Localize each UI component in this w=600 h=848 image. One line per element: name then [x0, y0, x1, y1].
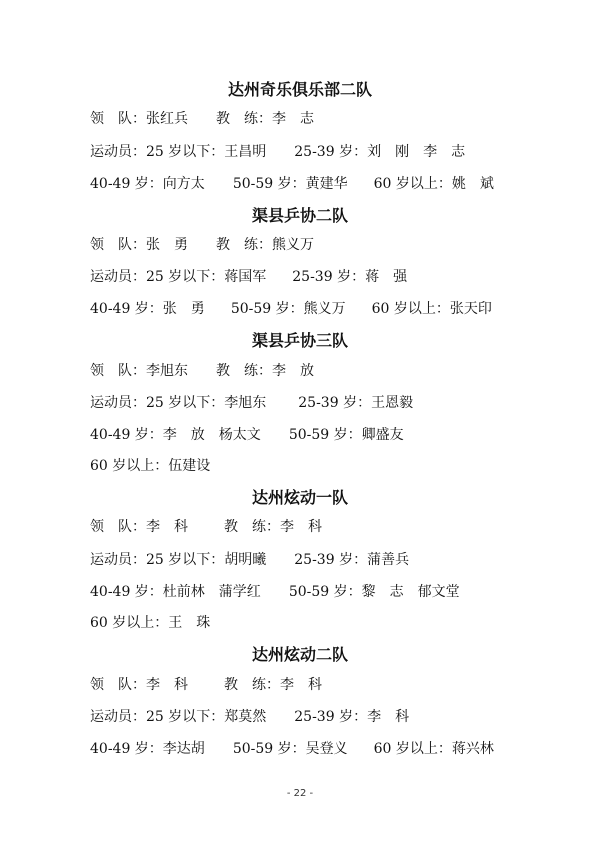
athletes-40-49: 40-49 岁：张 勇	[90, 301, 205, 317]
athletes-50-59: 50-59 岁：熊义万	[230, 301, 346, 317]
page-number: - 22 -	[286, 788, 314, 799]
team-title: 达州炫动二队	[251, 645, 348, 664]
athletes-50-59: 50-59 岁：黄建华	[232, 176, 348, 192]
athletes-40-49: 40-49 岁：向方太	[90, 176, 205, 192]
team-leader-coach-line	[90, 676, 322, 694]
athletes-under25: 运动员：25 岁以下：李旭东	[90, 395, 267, 411]
coach-text: 教 练：熊义万	[216, 237, 314, 253]
athletes-40-49: 40-49 岁：李 放 杨太文	[90, 427, 261, 443]
athletes-age-line	[90, 300, 492, 318]
athletes-over60: 60 岁以上：姚 斌	[373, 176, 494, 192]
leader-text: 领 队：张红兵	[90, 111, 188, 127]
athletes-line	[90, 551, 409, 569]
athletes-line	[90, 708, 409, 726]
leader-text: 领 队：张 勇	[90, 237, 188, 253]
athletes-50-59: 50-59 岁：吴登义	[232, 741, 348, 757]
athletes-over60: 60 岁以上：伍建设	[90, 458, 211, 474]
athletes-25-39: 25-39 岁：刘 刚 李 志	[294, 144, 466, 160]
coach-text: 教 练：李 志	[216, 111, 314, 127]
athletes-over60: 60 岁以上：蒋兴林	[373, 741, 494, 757]
team-leader-coach-line	[90, 236, 314, 254]
team-title: 渠县乒协三队	[251, 331, 348, 350]
team-title: 渠县乒协二队	[251, 206, 348, 225]
athletes-line	[90, 268, 407, 286]
athletes-40-49: 40-49 岁：杜前林 蒲学红	[90, 584, 261, 600]
athletes-25-39: 25-39 岁：王恩毅	[298, 395, 414, 411]
athletes-age-line	[90, 175, 494, 193]
athletes-over60: 60 岁以上：张天印	[371, 301, 492, 317]
team-leader-coach-line	[90, 110, 314, 128]
athletes-25-39: 25-39 岁：蒲善兵	[294, 552, 410, 568]
coach-text: 教 练：李 放	[216, 363, 314, 379]
athletes-over60-line	[90, 457, 210, 475]
athletes-50-59: 50-59 岁：卿盛友	[288, 427, 404, 443]
leader-text: 领 队：李 科	[90, 677, 188, 693]
athletes-under25: 运动员：25 岁以下：蒋国军	[90, 269, 267, 285]
athletes-under25: 运动员：25 岁以下：王昌明	[90, 144, 267, 160]
coach-text: 教 练：李 科	[224, 519, 322, 535]
team-leader-coach-line	[90, 362, 314, 380]
athletes-40-49: 40-49 岁：李达胡	[90, 741, 205, 757]
athletes-age-line	[90, 426, 404, 444]
athletes-over60: 60 岁以上：王 珠	[90, 615, 211, 631]
athletes-25-39: 25-39 岁：李 科	[294, 709, 410, 725]
leader-text: 领 队：李 科	[90, 519, 188, 535]
team-title: 达州奇乐俱乐部二队	[227, 80, 372, 99]
athletes-line	[90, 394, 413, 412]
athletes-50-59: 50-59 岁：黎 志 郁文堂	[288, 584, 460, 600]
athletes-under25: 运动员：25 岁以下：郑莫然	[90, 709, 267, 725]
team-leader-coach-line	[90, 518, 322, 536]
athletes-age-line	[90, 740, 494, 758]
coach-text: 教 练：李 科	[224, 677, 322, 693]
athletes-line	[90, 143, 465, 161]
leader-text: 领 队：李旭东	[90, 363, 188, 379]
athletes-25-39: 25-39 岁：蒋 强	[292, 269, 408, 285]
team-title: 达州炫动一队	[251, 488, 348, 507]
athletes-under25: 运动员：25 岁以下：胡明曦	[90, 552, 267, 568]
athletes-over60-line	[90, 614, 210, 632]
athletes-age-line	[90, 583, 460, 601]
